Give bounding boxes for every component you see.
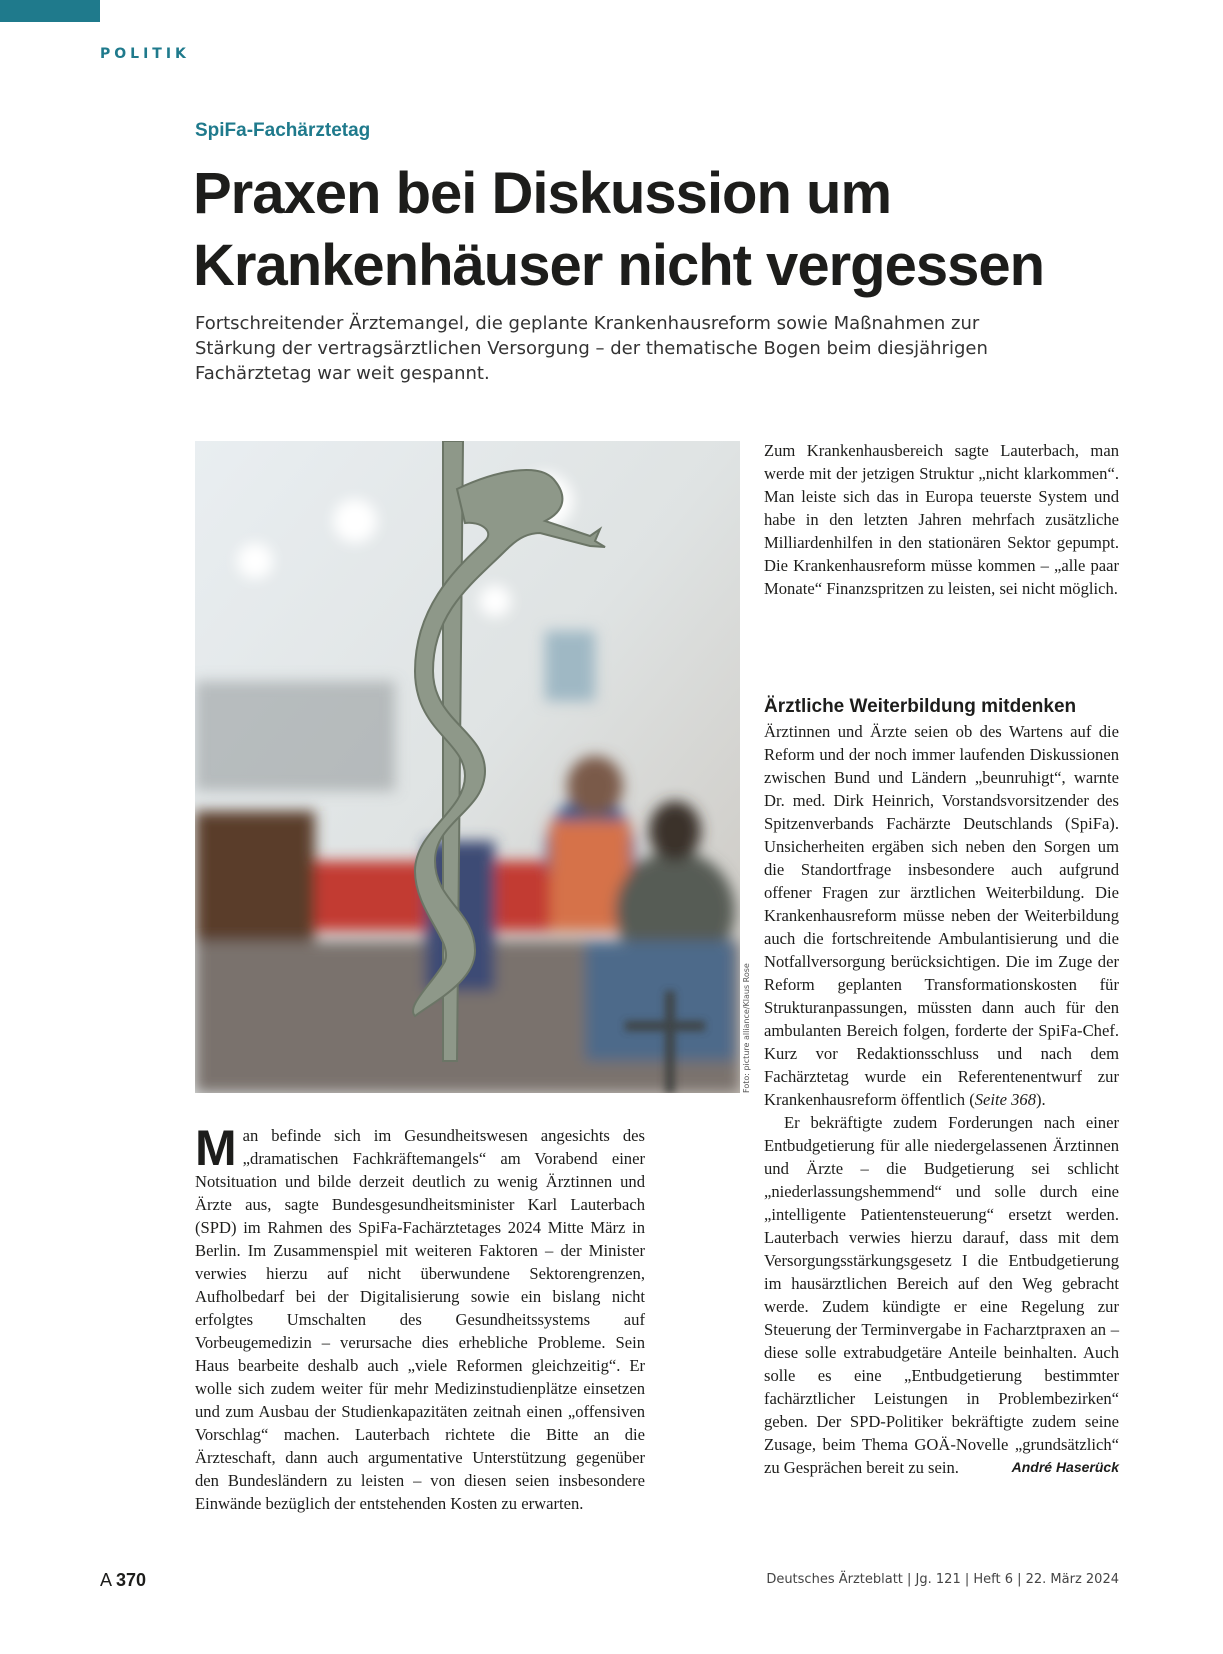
photo-credit: Foto: picture alliance/Klaus Rose [742, 963, 751, 1093]
section-label: POLITIK [100, 46, 190, 62]
dropcap: M [195, 1120, 237, 1176]
journal-info: Deutsches Ärzteblatt | Jg. 121 | Heft 6 | 22. März 2024 [766, 1572, 1119, 1587]
article-column-right-top [764, 439, 1119, 600]
article-column-left [195, 1120, 645, 1515]
paragraph-2: Zum Krankenhausbereich sagte Lauterbach, man werde mit der jetzigen Struktur „nicht klarkommen“. Man leiste sich das in Europa teuerste System und habe in den letzten Jahren mehrfach zusätzliche Milliardenhilfen in den stationären Sektor gepumpt. Die Krankenhausreform müsse kommen – „alle paar Monate“ Finanzspritzen zu leisten, sei nicht möglich. [764, 441, 1119, 598]
page-number: A 370 [100, 1570, 147, 1590]
article-lead: Fortschreitender Ärztemangel, die geplante Krankenhausreform sowie Maßnahmen zur Stärkung der vertragsärztlichen Versorgung – der thematische Bogen beim diesjährigen Fachärztetag war weit gespannt. [195, 313, 988, 384]
accent-bar [0, 0, 100, 22]
article-column-right-bottom [764, 694, 1119, 1479]
article-photo [195, 441, 740, 1093]
article-headline: Praxen bei Diskussion um Krankenhäuser nicht vergessen [193, 161, 1045, 298]
author-name: André Haserück [1011, 1459, 1119, 1475]
paragraph-3: Ärztinnen und Ärzte seien ob des Wartens auf die Reform und der noch immer laufenden Diskussionen zwischen Bund und Ländern „beunruhigt“, warnte Dr. med. Dirk Heinrich, Vorstandsvorsitzender des Spitzenverbands Fachärzte Deutschlands (SpiFa). Unsicherheiten ergäben sich neben den Sorgen um die Standortfrage insbesondere auch aufgrund offener Fragen zur ärztlichen Weiterbildung. Die Krankenhausreform müsse neben der Weiterbildung auch die fortschreitende Ambulantisierung und die Notfallversorgung berücksichtigen. Die im Zuge der Reform geplanten Transformationskosten für Strukturanpassungen, müssten dann auch für den ambulanten Bereich folgen, forderte der SpiFa-Chef. Kurz vor Redaktionsschluss und nach dem Fachärztetag wurde ein Referentenentwurf zur Krankenhausreform öffentlich (Seite 368). [764, 722, 1119, 1109]
paragraph-1: an befinde sich im Gesundheitswesen angesichts des „dramatischen Fachkräftemangels“ am Vorabend einer Notsituation und bilde derzeit deutlich zu wenig Ärztinnen und Ärzte aus, sagte Bundesgesundheitsminister Karl Lauterbach (SPD) im Rahmen des SpiFa-Fachärztetages 2024 Mitte März in Berlin. Im Zusammenspiel mit weiteren Faktoren – der Minister verwies hierzu auf nicht überwundene Sektorengrenzen, Aufholbedarf bei der Digitalisierung sowie ein bislang nicht erfolgtes Umschalten des Gesundheitssystems auf Vorbeugemedizin – verursache dies erhebliche Probleme. Sein Haus bearbeite deshalb auch „viele Reformen gleichzeitig“. Er wolle sich zudem weiter für mehr Medizinstudienplätze einsetzen und zum Ausbau der Studienkapazitäten zeitnah einen „offensiven Vorschlag“ machen. Lauterbach richtete die Bitte an die Ärzteschaft, dann auch argumentative Unterstützung gegenüber den Bundesländern zu leisten – von diesen seien insbesondere Einwände bezüglich der entstehenden Kosten zu erwarten. [195, 1126, 645, 1513]
subheading: Ärztliche Weiterbildung mitdenken [764, 696, 1077, 717]
page-reference-link[interactable]: Seite 368 [974, 1090, 1037, 1109]
paragraph-4: Er bekräftigte zudem Forderungen nach einer Entbudgetierung für alle niedergelassenen Ärztinnen und Ärzte – die Budgetierung sei schlicht „niederlassungshemmend“ und solle durch eine „intelligente Patientensteuerung“ ersetzt werden. Lauterbach verwies hierzu darauf, dass mit dem Versorgungsstärkungsgesetz I die Entbudgetierung im hausärztlichen Bereich auf den Weg gebracht werde. Zudem kündigte er eine Regelung zur Steuerung der Terminvergabe in Facharztpraxen an – diese solle extrabudgetäre Anteile beinhalten. Auch solle es eine „Entbudgetierung bestimmter fachärztlicher Leistungen in Problembezirken“ geben. Der SPD-Politiker bekräftigte zudem seine Zusage, beim Thema GOÄ-Novelle „grundsätzlich“ zu Gesprächen bereit zu sein. André Haserück [764, 1113, 1119, 1477]
article-kicker: SpiFa-Fachärztetag [195, 120, 371, 141]
